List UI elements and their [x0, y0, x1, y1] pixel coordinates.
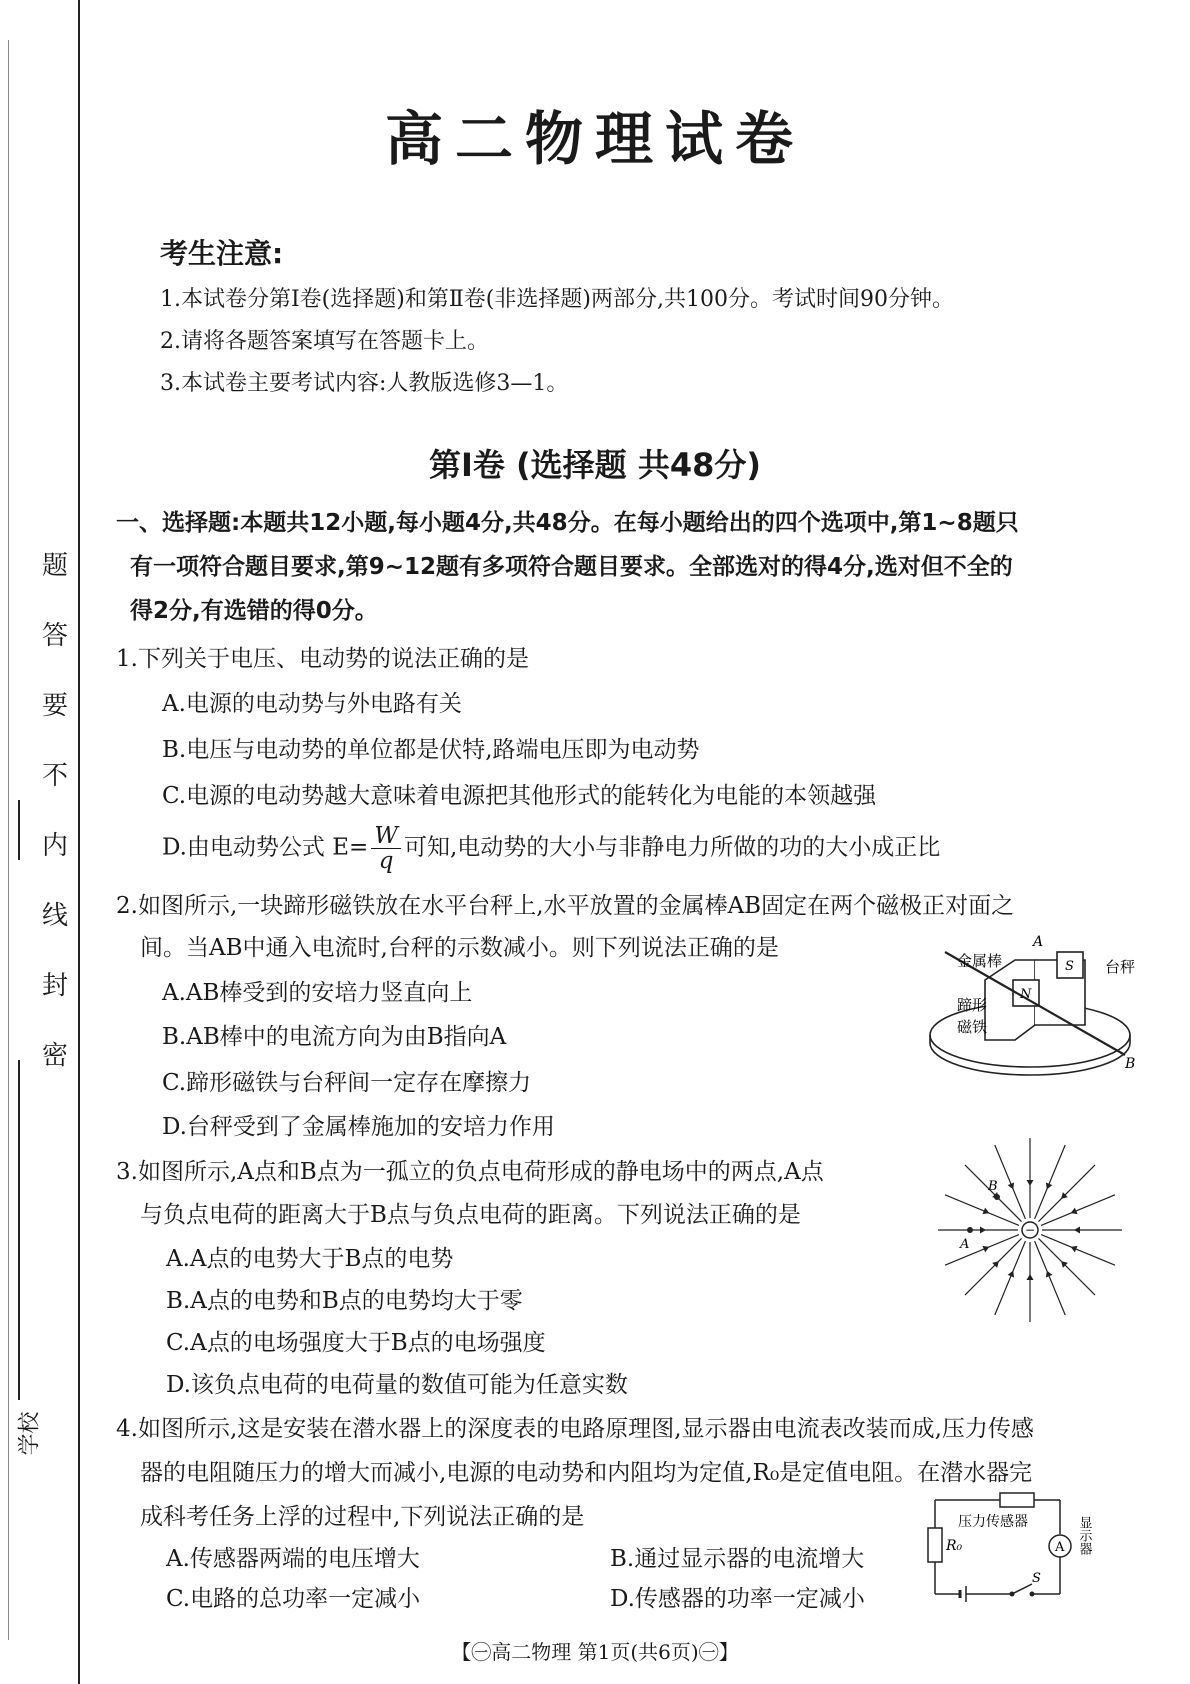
emf-fraction	[371, 824, 401, 873]
q4-stem-line2: 器的电阻随压力的增大而减小,电源的电动势和内阻均为定值,R₀是定值电阻。在潜水器完	[140, 1460, 1033, 1486]
fig-switch-label: S	[1032, 1571, 1041, 1586]
fig-point-b: B	[1125, 1056, 1136, 1072]
q3-field-line-figure	[930, 1130, 1130, 1334]
fraction-numerator: W	[371, 824, 401, 849]
fig-magnet-label-2: 磁铁	[957, 1018, 988, 1036]
q4-option-a: A.传感器两端的电压增大	[166, 1546, 420, 1572]
field-line	[1041, 1195, 1115, 1226]
field-line	[945, 1235, 1019, 1266]
q2-stem-line2: 间。当AB中通入电流时,台秤的示数减小。则下列说法正确的是	[140, 935, 779, 961]
q1-option-a: A.电源的电动势与外电路有关	[162, 691, 462, 717]
fig-point-a: A	[1033, 934, 1044, 950]
q1-option-d	[162, 824, 940, 873]
q1-option-b: B.电压与电动势的单位都是伏特,路端电压即为电动势	[162, 737, 700, 763]
seal-char: 内	[41, 831, 68, 861]
q4-option-c: C.电路的总功率一定减小	[166, 1586, 421, 1612]
fig-negative-charge: −	[1025, 1223, 1036, 1237]
fig-point-b: B	[988, 1179, 998, 1194]
fig-north-pole: N	[1020, 987, 1032, 1002]
name-blank-line	[18, 800, 20, 860]
seal-char: 答	[41, 621, 68, 651]
q2-stem-line1: 2.如图所示,一块蹄形磁铁放在水平台秤上,水平放置的金属棒AB固定在两个磁极正对面之	[116, 893, 1015, 919]
fig-display-label: 显示器	[1076, 1516, 1092, 1555]
fig-south-pole: S	[1065, 959, 1074, 974]
field-arrow	[1027, 1274, 1034, 1280]
fig-rod-label: 金属棒	[957, 952, 1003, 970]
field-arrow	[1027, 1180, 1034, 1186]
field-line	[1038, 1165, 1095, 1222]
seal-char: 密	[41, 1041, 68, 1071]
field-line	[1035, 1241, 1066, 1315]
q1-d-suffix: 可知,电动势的大小与非静电力所做的功的大小成正比	[403, 834, 941, 861]
q3-stem-line2: 与负点电荷的距离大于B点与负点电荷的距离。下列说法正确的是	[140, 1202, 801, 1228]
q1-option-c: C.电源的电动势越大意味着电源把其他形式的能转化为电能的本领越强	[162, 783, 877, 809]
seal-char: 不	[41, 761, 68, 791]
section-title: 第Ⅰ卷 (选择题 共48分)	[429, 446, 761, 484]
school-blank-line	[18, 1060, 20, 1400]
notice-item: 3.本试卷主要考试内容:人教版选修3—1。	[160, 371, 569, 396]
q4-stem-line3: 成科考任务上浮的过程中,下列说法正确的是	[140, 1504, 585, 1530]
field-arrow	[980, 1227, 986, 1234]
instructions-line: 一、选择题:本题共12小题,每小题4分,共48分。在每小题给出的四个选项中,第1~8题只	[116, 510, 1019, 536]
q3-option-c: C.A点的电场强度大于B点的电场强度	[166, 1330, 546, 1356]
field-line	[995, 1145, 1026, 1219]
q2-option-a: A.AB棒受到的安培力竖直向上	[162, 980, 473, 1006]
q1-d-prefix: D.由电动势公式 E=	[162, 834, 369, 861]
field-line	[995, 1241, 1026, 1315]
q4-option-b: B.通过显示器的电流增大	[610, 1546, 865, 1572]
notice-item: 2.请将各题答案填写在答题卡上。	[160, 329, 489, 354]
field-line	[1038, 1238, 1095, 1295]
seal-char: 线	[41, 901, 68, 931]
page-title: 高二物理试卷	[384, 105, 805, 173]
field-line	[1041, 1235, 1115, 1266]
notice-heading: 考生注意:	[160, 237, 284, 270]
fig-point-a: A	[960, 1237, 970, 1252]
fig-ammeter-symbol: A	[1055, 1540, 1065, 1555]
q2-option-c: C.蹄形磁铁与台秤间一定存在摩擦力	[162, 1070, 532, 1096]
fraction-denominator: q	[378, 848, 394, 874]
field-line	[965, 1238, 1022, 1295]
fig-sensor-label: 压力传感器	[958, 1514, 1028, 1530]
page-edge-line	[8, 40, 9, 1640]
q4-option-d: D.传感器的功率一定减小	[610, 1586, 865, 1612]
q2-option-d: D.台秤受到了金属棒施加的安培力作用	[162, 1114, 555, 1140]
q3-stem-line1: 3.如图所示,A点和B点为一孤立的负点电荷形成的静电场中的两点,A点	[116, 1159, 824, 1185]
field-arrow	[1074, 1227, 1080, 1234]
q3-option-d: D.该负点电荷的电荷量的数值可能为任意实数	[166, 1372, 628, 1398]
fig-r0-label: R₀	[946, 1538, 963, 1554]
binding-line	[78, 0, 80, 1684]
field-line	[945, 1195, 1019, 1226]
q4-stem-line1: 4.如图所示,这是安装在潜水器上的深度表的电路原理图,显示器由电流表改装而成,压力传感	[116, 1416, 1034, 1442]
field-line	[1035, 1145, 1066, 1219]
instructions-line: 得2分,有选错的得0分。	[130, 598, 378, 624]
fig-magnet-label-1: 蹄形	[957, 996, 988, 1014]
q3-option-b: B.A点的电势和B点的电势均大于零	[166, 1288, 523, 1314]
seal-char: 要	[41, 691, 68, 721]
seal-char: 封	[41, 971, 68, 1001]
instructions-line: 有一项符合题目要求,第9~12题有多项符合题目要求。全部选对的得4分,选对但不全的	[130, 554, 1013, 580]
fig-scale-label: 台秤	[1105, 958, 1136, 976]
q1-stem: 1.下列关于电压、电动势的说法正确的是	[116, 646, 529, 672]
page-footer: 【㊀高二物理 第1页(共6页)㊀】	[451, 1640, 739, 1664]
seal-char: 题	[41, 551, 68, 581]
notice-item: 1.本试卷分第Ⅰ卷(选择题)和第Ⅱ卷(非选择题)两部分,共100分。考试时间90分钟。	[160, 287, 954, 312]
q2-magnet-figure	[885, 930, 1145, 1084]
q4-circuit-figure	[920, 1486, 1110, 1612]
q2-option-b: B.AB棒中的电流方向为由B指向A	[162, 1024, 507, 1050]
school-label: 学校	[17, 1411, 43, 1456]
q3-option-a: A.A点的电势大于B点的电势	[166, 1246, 454, 1272]
